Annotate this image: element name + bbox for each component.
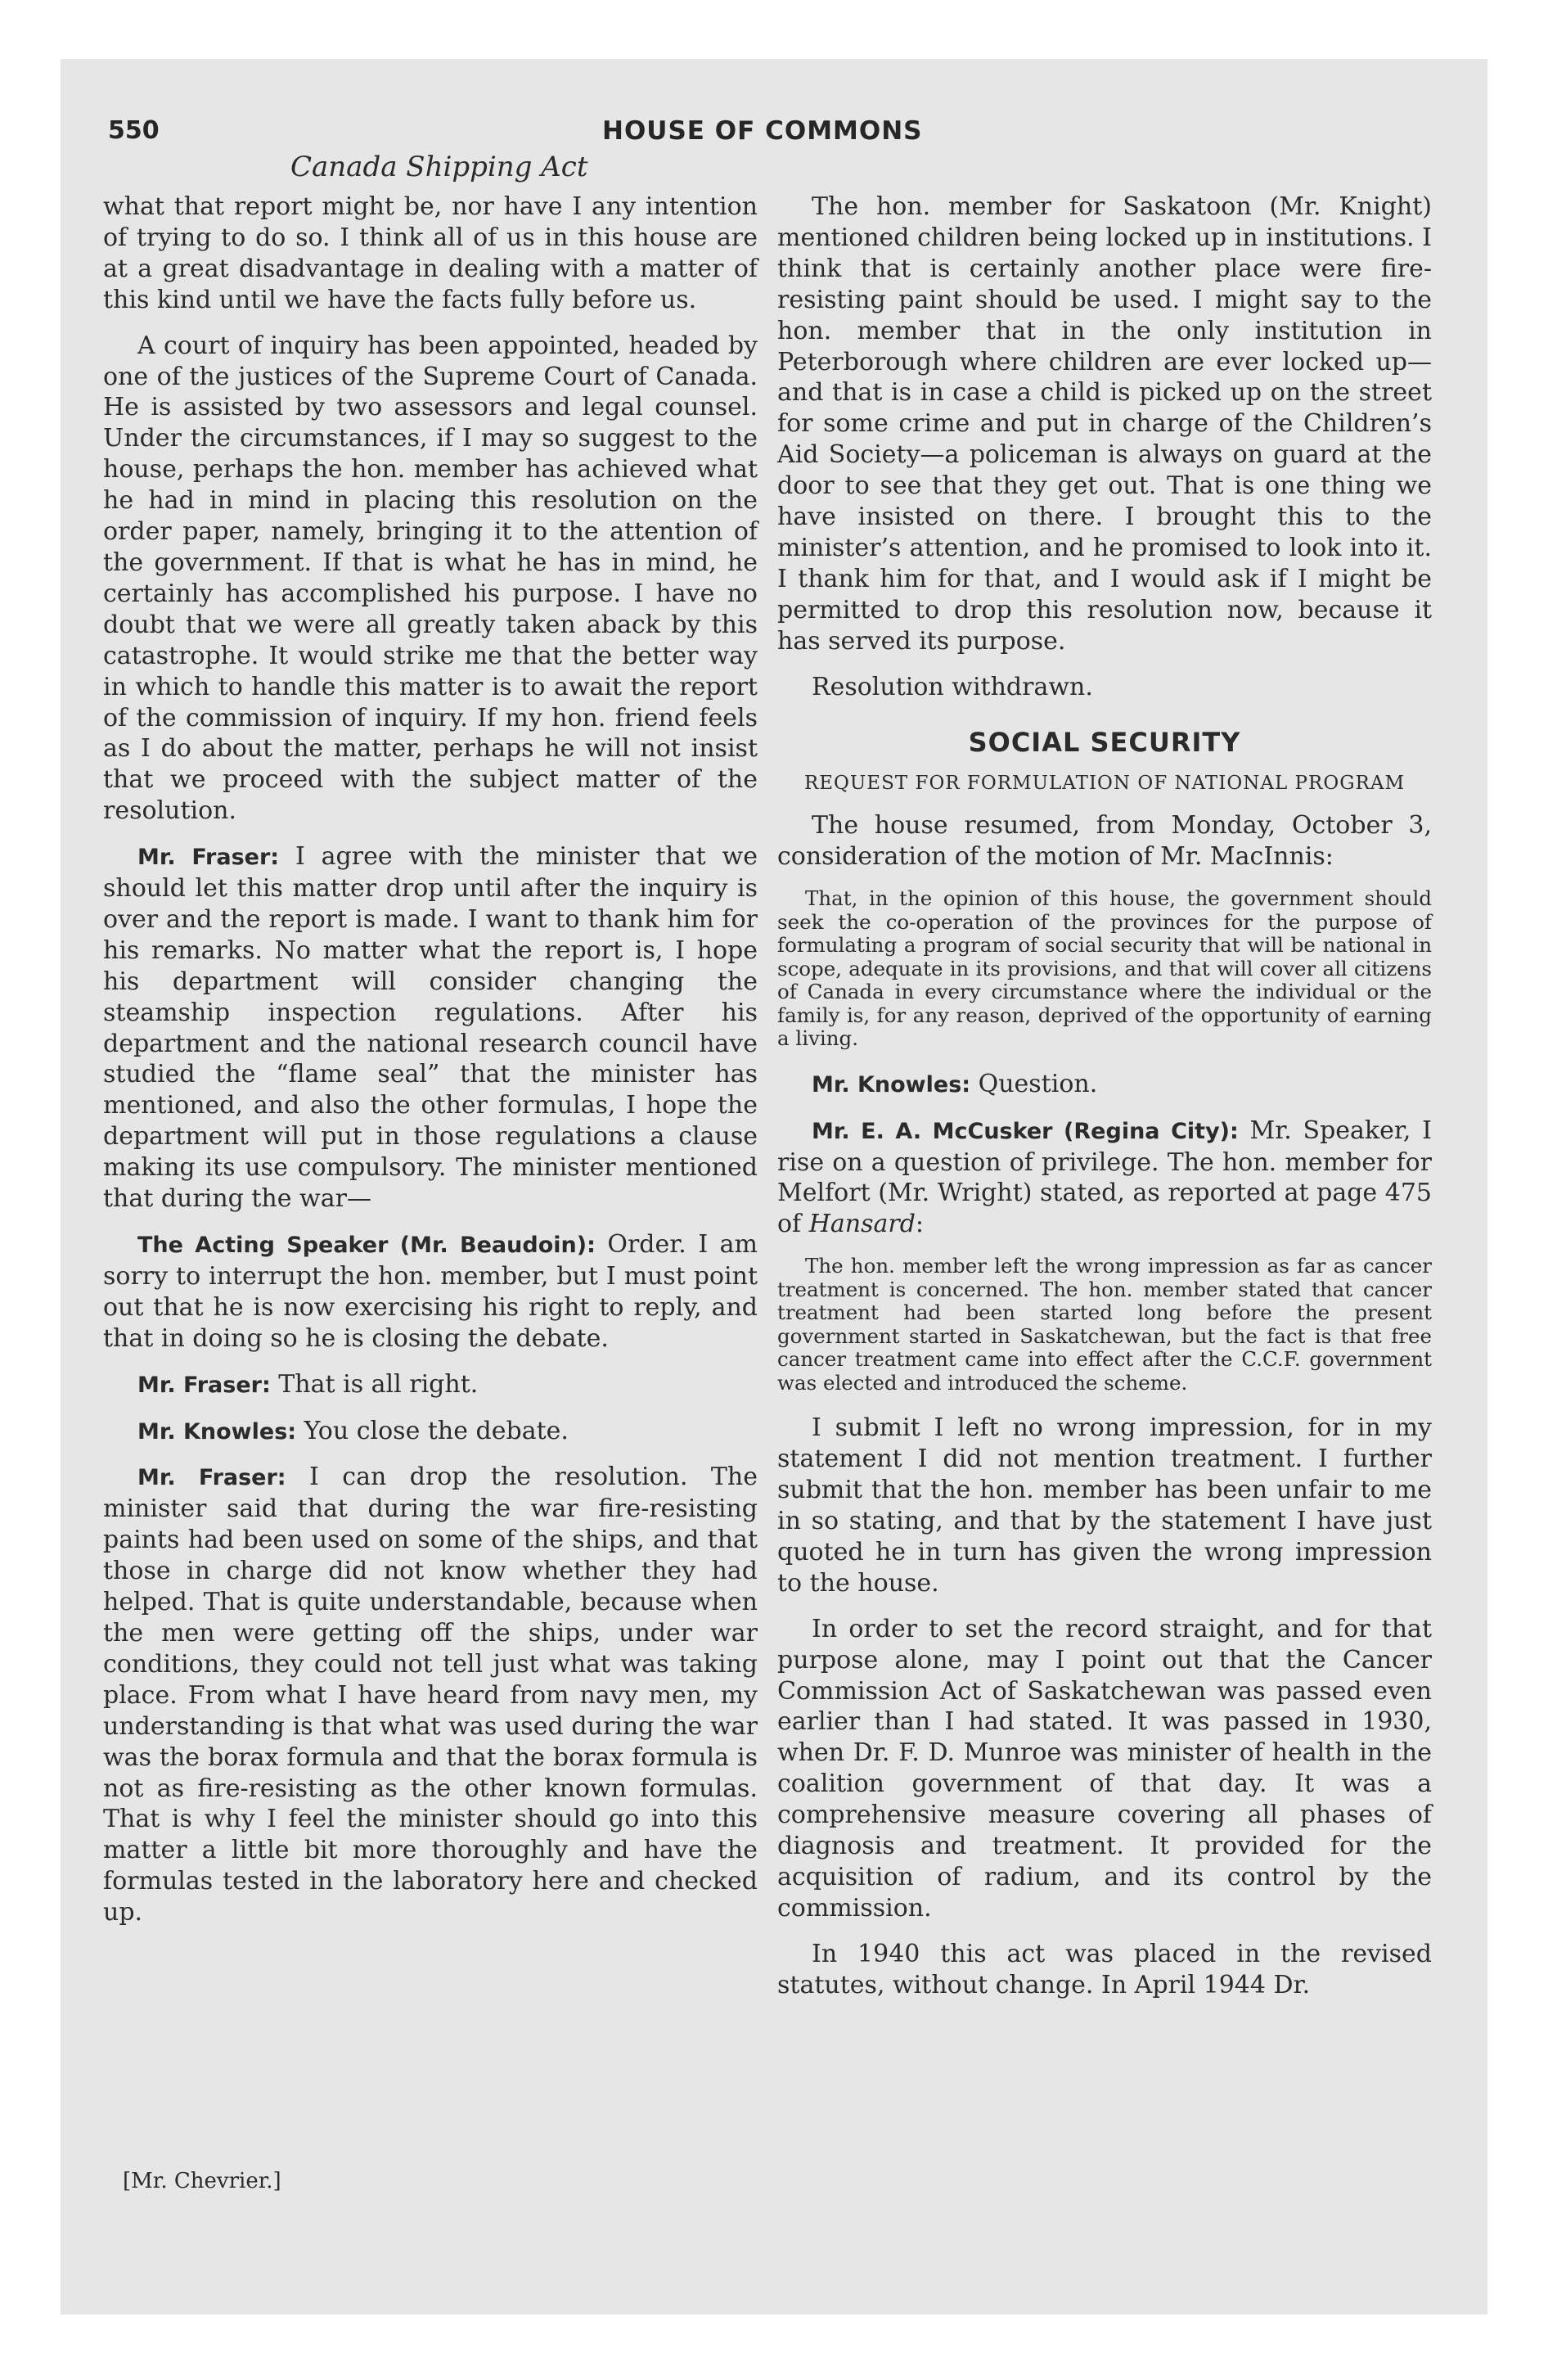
paragraph: what that report might be, nor have I any intention of trying to do so. I think all of us in this house are at a great disadvantage in dealing with a matter of this kind until we have the facts fully before us. [103, 192, 758, 314]
block-quote: That, in the opinion of this house, the government should seek the co-operation of the provinces for the purpose of formulating a program of social security that will be national in scope, adequate in its provisions, and that will cover all citizens of Canada in every circumstance where the individual or the family is, for any reason, deprived of the opportunity of earning a living. [777, 886, 1432, 1051]
speech [103, 1369, 758, 1401]
section-heading: SOCIAL SECURITY [968, 726, 1241, 758]
speaker-name: The Acting Speaker (Mr. Beaudoin): [137, 1233, 596, 1258]
speaker-name: Mr. E. A. McCusker (Regina City): [812, 1118, 1239, 1144]
footer-note: [Mr. Chevrier.] [123, 2169, 281, 2193]
paragraph: In 1940 this act was placed in the revised statutes, without change. In April 1944 Dr. [777, 1939, 1432, 1999]
speech-text: I agree with the minister that we should let this matter drop until after the inquiry is over and the report is made. I want to thank him for his remarks. No matter what the report is, I hope his department will consider changing the steamship inspection regulations. After his department and the national research council have studied the “flame seal” that the minister has mentioned, and also the other formulas, I hope the department will put in those regulations a clause making its use compulsory. The minister mentioned that during the war— [103, 842, 758, 1214]
speech-text: Mr. Speaker, I rise on a question of privilege. The hon. member for Melfort (Mr. Wright) stated, as reported at page 475 of [777, 1116, 1432, 1239]
speech [777, 1116, 1432, 1241]
speaker-name: Mr. Fraser: [137, 845, 280, 871]
page-number: 550 [108, 116, 160, 145]
speech-text: Order. I am sorry to interrupt the hon. member, but I must point out that he is now exercising his right to reply, and that in doing so he is closing the debate. [103, 1230, 758, 1353]
paragraph: The hon. member for Saskatoon (Mr. Knight) mentioned children being locked up in institutions. I think that is certainly another place were fire-resisting paint should be used. I might say to the hon. member that in the only institution in Peterborough where children are ever locked up—and that is in case a child is picked up on the street for some crime and put in charge of the Children’s Aid Society—a policeman is always on guard at the door to see that they get out. That is one thing we have insisted on there. I brought this to the minister’s attention, and he promised to look into it. I thank him for that, and I would ask if I might be permitted to drop this resolution now, because it has served its purpose. [777, 192, 1432, 656]
speech [103, 841, 758, 1215]
speech-text: You close the debate. [304, 1416, 569, 1445]
speech-text: I can drop the resolution. The minister said that during the war fire-resisting paints had been used on some of the ships, and that those in charge did not know whether they had helped. That is quite understandable, because when the men were getting off the ships, under war conditions, they could not tell just what was taking place. From what I have heard from navy men, my understanding is that what was used during the war was the borax formula and that the borax formula is not as fire-resisting as the other known formulas. That is why I feel the minister should go into this matter a little bit more thoroughly and have the formulas tested in the laboratory here and checked up. [103, 1463, 758, 1927]
paragraph: A court of inquiry has been appointed, headed by one of the justices of the Supreme Court of Canada. He is assisted by two assessors and legal counsel. Under the circumstances, if I may so suggest to the house, perhaps the hon. member has achieved what he had in mind in placing this resolution on the order paper, namely, bringing it to the attention of the government. If that is what he has in mind, he certainly has accomplished his purpose. I have no doubt that we were all greatly taken aback by this catastrophe. It would strike me that the better way in which to handle this matter is to await the report of the commission of inquiry. If my hon. friend feels as I do about the matter, perhaps he will not insist that we proceed with the subject matter of the resolution. [103, 331, 758, 826]
paragraph: The house resumed, from Monday, October 3, consideration of the motion of Mr. MacInnis: [777, 811, 1432, 872]
speaker-name: Mr. Fraser: [137, 1465, 286, 1491]
right-column [777, 192, 1432, 2016]
section-title: Canada Shipping Act [290, 151, 588, 183]
speech [103, 1229, 758, 1355]
speaker-name: Mr. Fraser: [137, 1372, 271, 1398]
speech [103, 1462, 758, 1928]
paragraph: I submit I left no wrong impression, for in my statement I did not mention treatment. I further submit that the hon. member has been unfair to me in so stating, and that by the statement I have just quoted he in turn has given the wrong impression to the house. [777, 1413, 1432, 1598]
speech-text: That is all right. [278, 1369, 479, 1399]
speech [777, 1069, 1432, 1101]
left-column [103, 192, 758, 1943]
speech [103, 1416, 758, 1448]
speech-text: Question. [978, 1069, 1098, 1098]
block-quote: The hon. member left the wrong impression as far as cancer treatment is concerned. The hon. member stated that cancer treatment had been started long before the present government started in Saskatchewan, but the fact is that free cancer treatment came into effect after the C.C.F. government was elected and introduced the scheme. [777, 1254, 1432, 1395]
speech-text-end: : [915, 1210, 925, 1239]
section-subheading: REQUEST FOR FORMULATION OF NATIONAL PROGRAM [803, 773, 1406, 795]
speaker-name: Mr. Knowles: [812, 1071, 971, 1098]
paragraph: Resolution withdrawn. [812, 672, 1093, 701]
paragraph: In order to set the record straight, and for that purpose alone, may I point out that the Cancer Commission Act of Saskatchewan was passed even earlier than I had stated. It was passed in 1930, when Dr. F. D. Munroe was minister of health in the coalition government of that day. It was a comprehensive measure covering all phases of diagnosis and treatment. It provided for the acquisition of radium, and its control by the commission. [777, 1614, 1432, 1922]
hansard-italic: Hansard [808, 1210, 916, 1239]
running-head: HOUSE OF COMMONS [602, 116, 923, 146]
speaker-name: Mr. Knowles: [137, 1418, 297, 1445]
